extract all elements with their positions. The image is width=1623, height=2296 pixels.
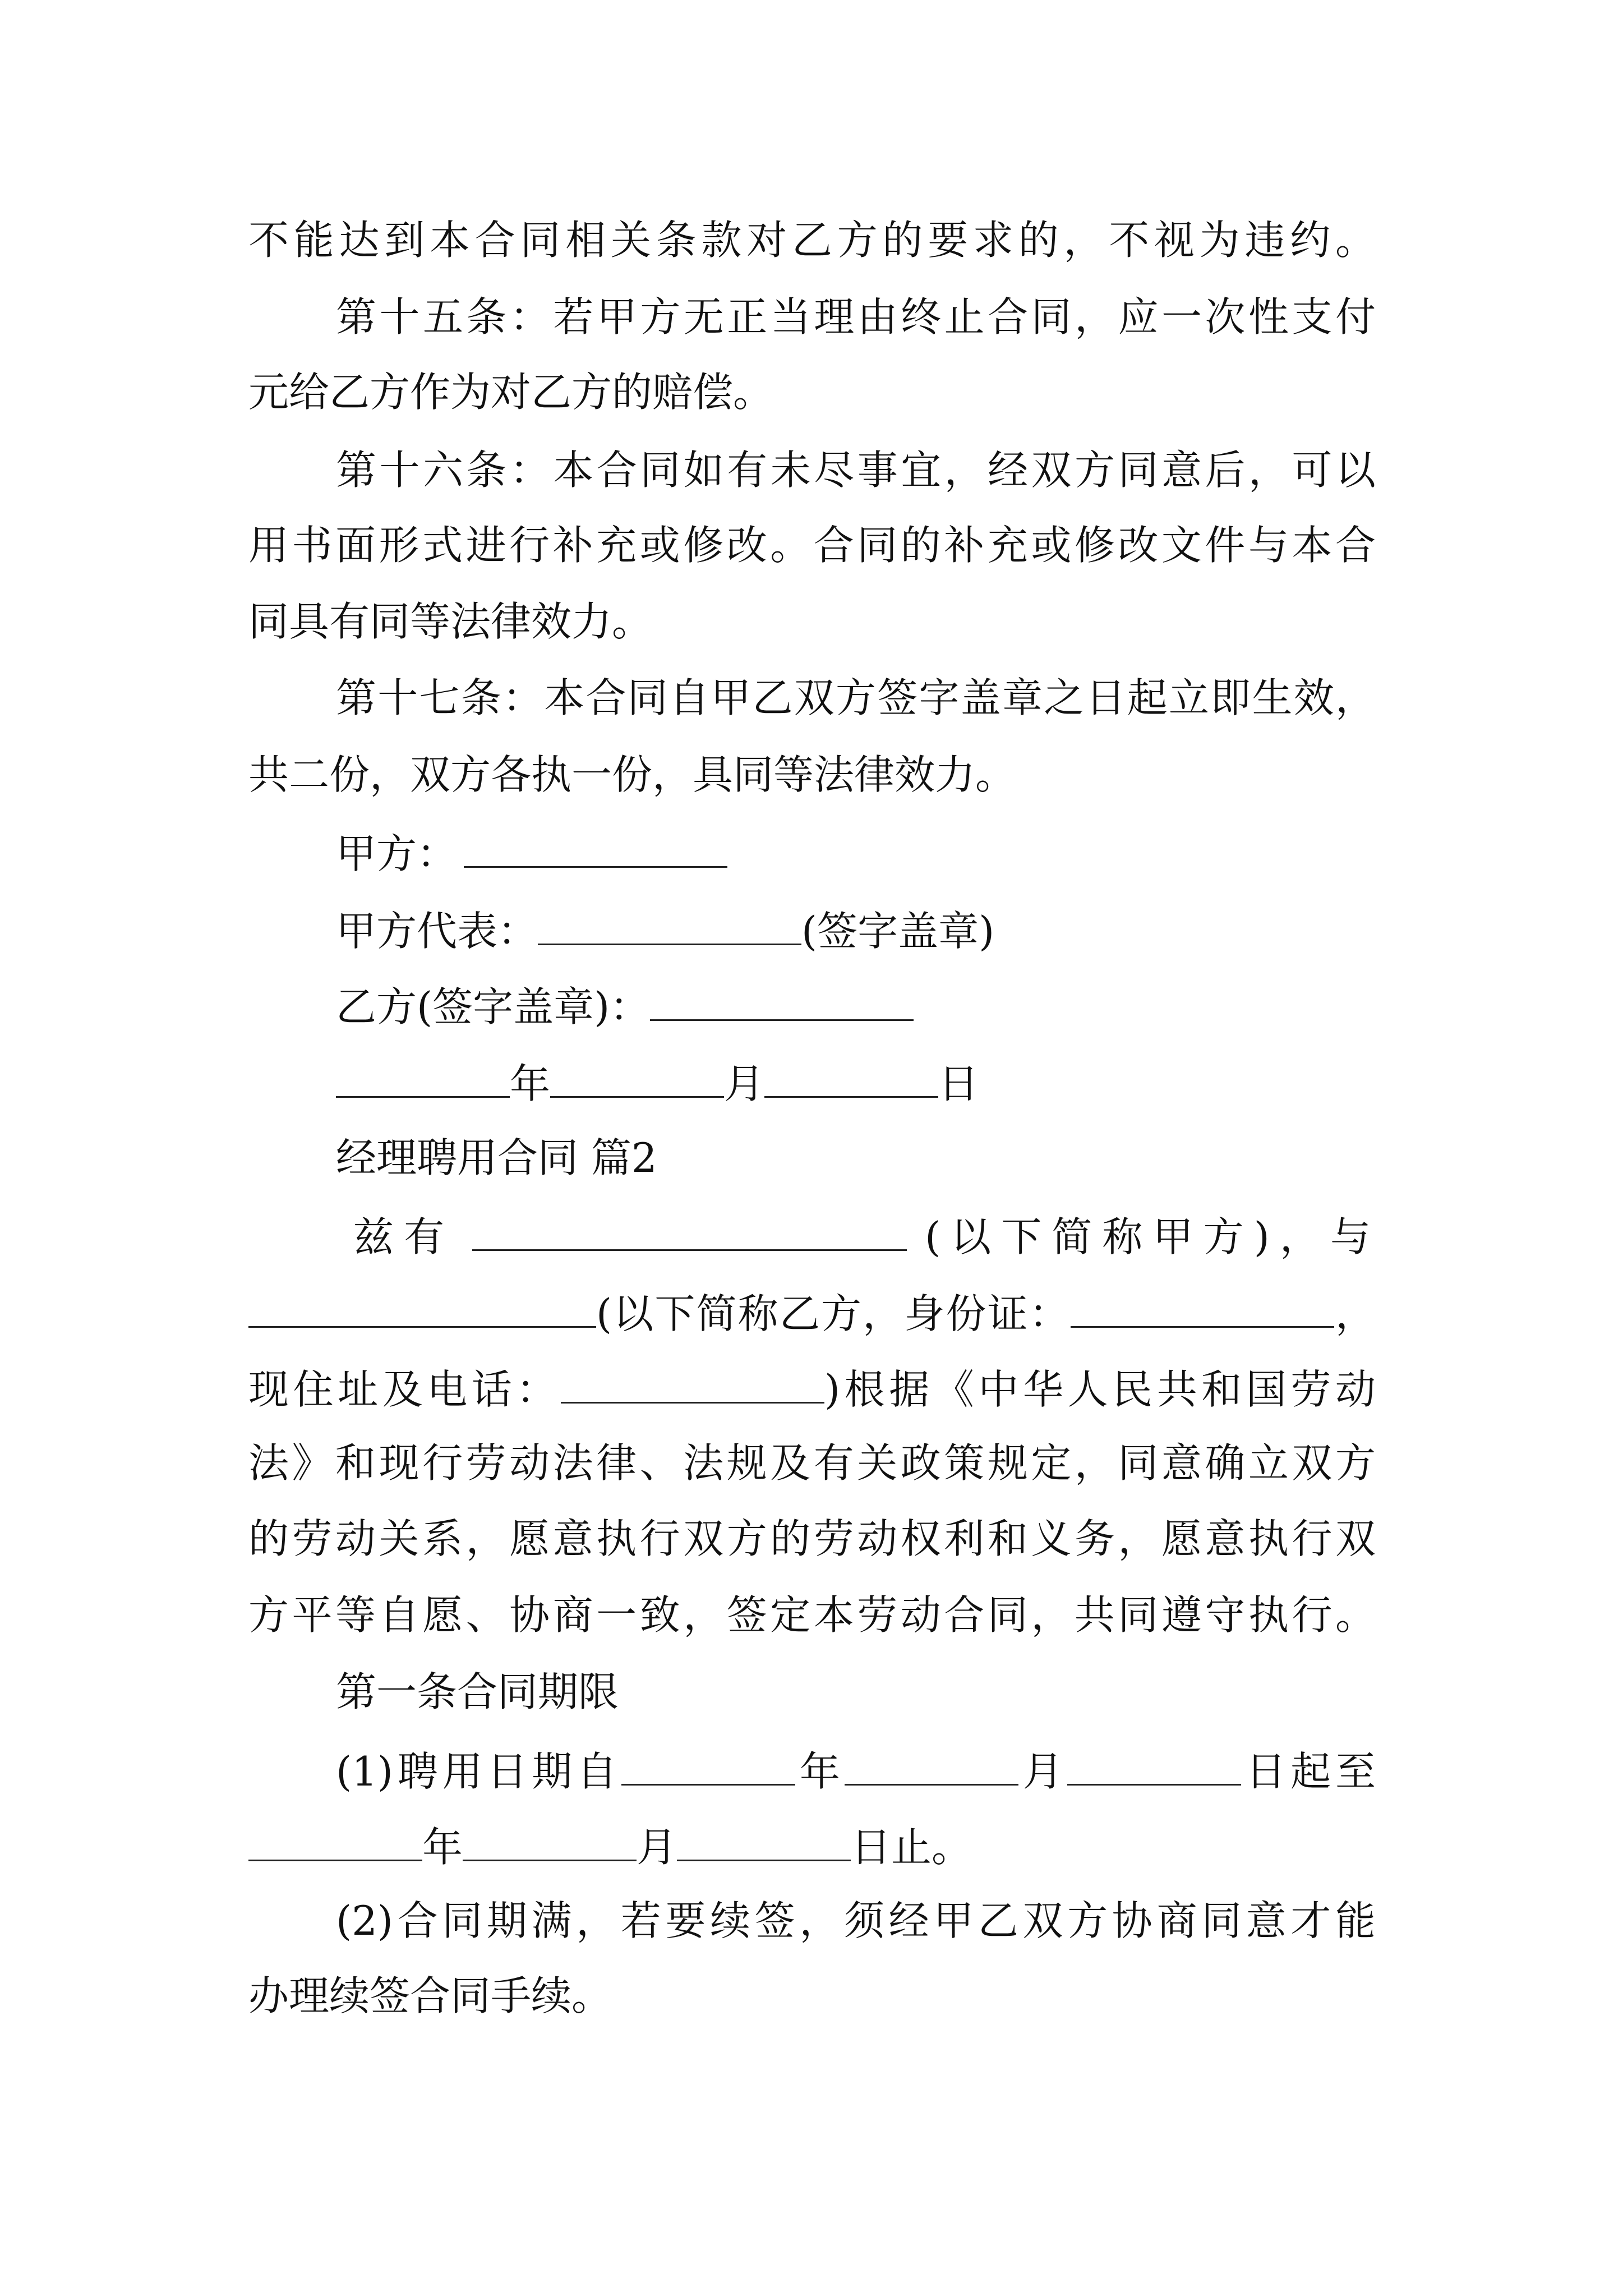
- paragraph-line: (2)合同期满，若要续签，须经甲乙双方协商同意才能: [336, 1897, 1376, 1944]
- end-day-blank: [677, 1824, 851, 1861]
- paragraph-line: 方平等自愿、协商一致，签定本劳动合同，共同遵守执行。: [248, 1591, 1376, 1639]
- year-label: 年: [510, 1060, 551, 1107]
- end-year-blank: [248, 1824, 422, 1861]
- party-a-signature: [336, 830, 727, 877]
- start-month-blank: [845, 1748, 1018, 1786]
- paragraph-line: 第十七条：本合同自甲乙双方签字盖章之日起立即生效，: [336, 674, 1376, 721]
- paragraph-line: 的劳动关系，愿意执行双方的劳动权利和义务，愿意执行双: [248, 1515, 1376, 1562]
- paragraph-line: 共二份，双方各执一份，具同等法律效力。: [248, 751, 1016, 798]
- paragraph-line: 同具有同等法律效力。: [248, 598, 653, 645]
- day-blank: [764, 1060, 938, 1098]
- party-a-representative: [336, 908, 995, 955]
- party-b-name-blank: [248, 1290, 596, 1328]
- month-blank: [550, 1060, 724, 1098]
- paragraph-line: 元给乙方作为对乙方的赔偿。: [248, 369, 774, 416]
- month-label: 月: [724, 1060, 765, 1107]
- paragraph-line: 第十五条：若甲方无正当理由终止合同，应一次性支付: [336, 293, 1376, 341]
- party-a-label: 甲方：: [336, 830, 458, 877]
- party-a-blank: [464, 830, 727, 868]
- paragraph-line: 兹有 (以下简称甲方)，与: [353, 1213, 1376, 1260]
- party-b-label: 乙方(签字盖章)：: [336, 983, 651, 1030]
- paragraph-line: 现住址及电话： )根据《中华人民共和国劳动: [248, 1366, 1376, 1413]
- party-b-blank: [650, 983, 914, 1021]
- paragraph-line: 办理续签合同手续。: [248, 1972, 612, 2019]
- rep-blank: [538, 908, 801, 945]
- day-label: 日: [938, 1060, 979, 1107]
- start-year-blank: [621, 1748, 795, 1786]
- rep-label: 甲方代表：: [336, 908, 538, 955]
- id-blank: [1071, 1290, 1334, 1328]
- party-b-signature: [336, 983, 914, 1030]
- address-phone-blank: [561, 1366, 824, 1404]
- paragraph-line: 用书面形式进行补充或修改。合同的补充或修改文件与本合: [248, 522, 1376, 569]
- sign-date: [336, 1060, 979, 1107]
- section-heading: 经理聘用合同 篇2: [336, 1134, 657, 1181]
- rep-suffix: (签字盖章): [801, 908, 995, 955]
- end-month-blank: [463, 1824, 637, 1861]
- year-blank: [336, 1060, 510, 1098]
- term-line: (1)聘用日期自 年 月 日起至: [336, 1748, 1376, 1795]
- party-a-name-blank: [472, 1213, 907, 1251]
- paragraph-line: 不能达到本合同相关条款对乙方的要求的，不视为违约。: [248, 217, 1376, 264]
- article-heading: 第一条合同期限: [336, 1668, 619, 1715]
- start-day-blank: [1067, 1748, 1241, 1786]
- term-line: 年 月 日止。: [248, 1824, 972, 1867]
- paragraph-line: (以下简称乙方，身份证： ，: [248, 1290, 1376, 1334]
- paragraph-line: 法》和现行劳动法律、法规及有关政策规定，同意确立双方: [248, 1439, 1376, 1487]
- paragraph-line: 第十六条：本合同如有未尽事宜，经双方同意后，可以: [336, 447, 1376, 494]
